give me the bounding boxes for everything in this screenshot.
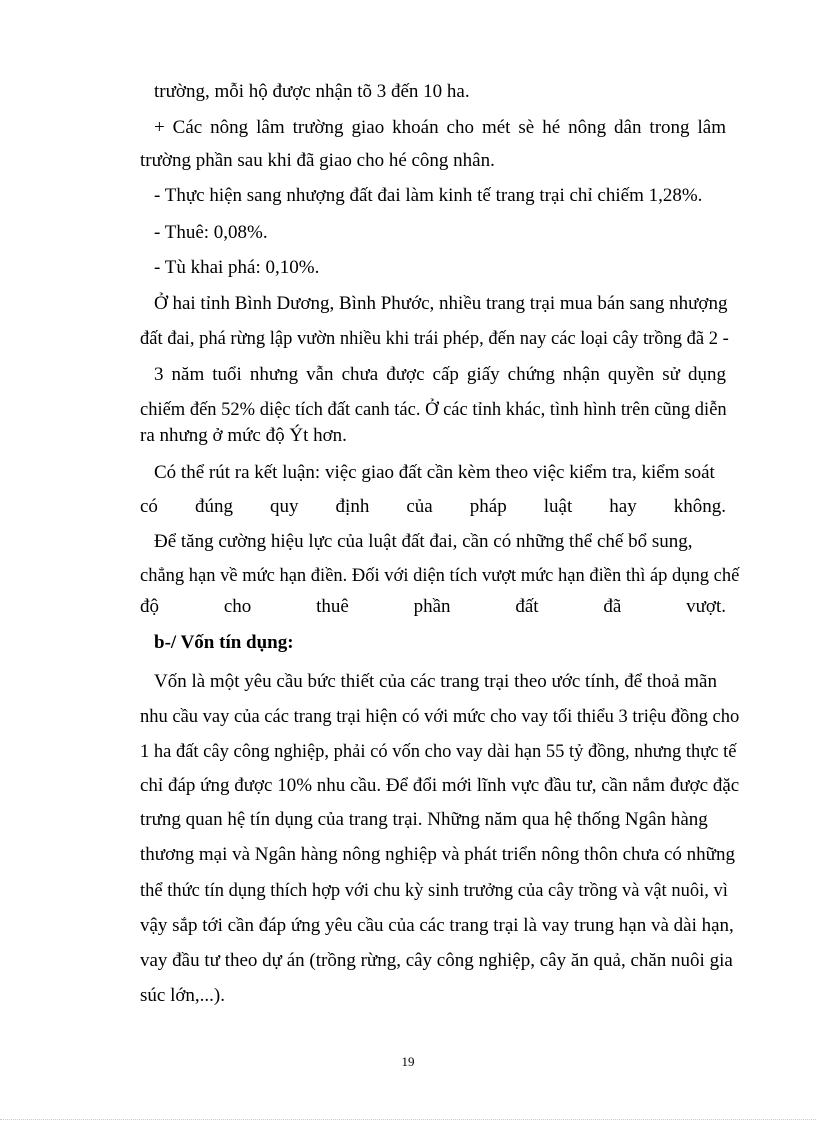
body-line: thương mại và Ngân hàng nông nghiệp và phát triển nông thôn chưa có những bbox=[140, 844, 735, 865]
body-line: - Thuê: 0,08%. bbox=[154, 222, 268, 243]
body-line: Để tăng cường hiệu lực của luật đất đai, cần có những thể chế bổ sung, bbox=[154, 531, 693, 552]
body-line: 1 ha đất cây công nghiệp, phải có vốn cho vay dài hạn 55 tỷ đồng, nhưng thực tế bbox=[140, 742, 737, 762]
body-line: súc lớn,...). bbox=[140, 985, 225, 1006]
body-line: độ cho thuê phần đất đã vượt. bbox=[140, 596, 726, 617]
body-line: vay đầu tư theo dự án (trồng rừng, cây công nghiệp, cây ăn quả, chăn nuôi gia bbox=[140, 950, 733, 971]
body-line: Ở hai tỉnh Bình Dương, Bình Phước, nhiều trang trại mua bán sang nhượng bbox=[154, 293, 728, 314]
body-line: chẳng hạn về mức hạn điền. Đối với diện tích vượt mức hạn điền thì áp dụng chế bbox=[140, 566, 740, 586]
section-heading: b-/ Vốn tín dụng: bbox=[154, 632, 294, 653]
body-line: - Tù khai phá: 0,10%. bbox=[154, 257, 320, 278]
body-line: trường, mỗi hộ được nhận tõ 3 đến 10 ha. bbox=[154, 81, 470, 102]
body-line: 3 năm tuổi nhưng vẫn chưa được cấp giấy chứng nhận quyền sử dụng bbox=[154, 364, 726, 385]
body-line: vậy sắp tới cần đáp ứng yêu cầu của các trang trại là vay trung hạn và dài hạn, bbox=[140, 915, 734, 936]
body-line: trường phần sau khi đã giao cho hé công nhân. bbox=[140, 150, 495, 171]
body-line: thể thức tín dụng thích hợp với chu kỳ sinh trưởng của cây trồng và vật nuôi, vì bbox=[140, 881, 728, 901]
body-line: ra nhưng ở mức độ Ýt hơn. bbox=[140, 425, 347, 446]
body-line: Vốn là một yêu cầu bức thiết của các trang trại theo ước tính, để thoả mãn bbox=[154, 671, 717, 692]
body-line: đất đai, phá rừng lập vườn nhiều khi trái phép, đến nay các loại cây trồng đã 2 - bbox=[140, 329, 729, 349]
body-line: nhu cầu vay của các trang trại hiện có với mức cho vay tối thiểu 3 triệu đồng cho bbox=[140, 707, 740, 727]
body-line: - Thực hiện sang nhượng đất đai làm kinh tế trang trại chỉ chiếm 1,28%. bbox=[154, 185, 703, 206]
body-line: chiếm đến 52% diệc tích đất canh tác. Ở các tỉnh khác, tình hình trên cũng diễn bbox=[140, 400, 727, 420]
body-line: trưng quan hệ tín dụng của trang trại. Những năm qua hệ thống Ngân hàng bbox=[140, 809, 708, 830]
body-line: chỉ đáp ứng được 10% nhu cầu. Để đổi mới lĩnh vực đầu tư, cần nắm được đặc bbox=[140, 775, 740, 796]
body-line: + Các nông lâm trường giao khoán cho mét sè hé nông dân trong lâm bbox=[154, 117, 726, 138]
body-line: Có thể rút ra kết luận: việc giao đất cần kèm theo việc kiểm tra, kiểm soát bbox=[154, 462, 715, 483]
page-number: 19 bbox=[401, 1054, 415, 1069]
body-line: có đúng quy định của pháp luật hay không. bbox=[140, 496, 726, 517]
footer-divider bbox=[0, 1119, 816, 1120]
